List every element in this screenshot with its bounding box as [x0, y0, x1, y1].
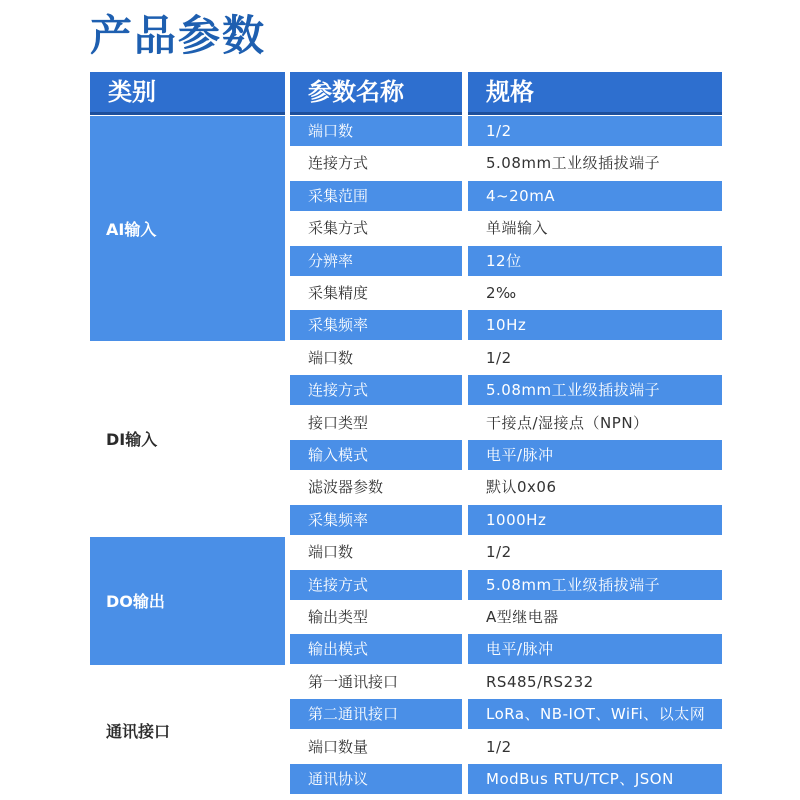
param-name-cell: 采集范围 — [290, 181, 462, 211]
param-value-cell: 1/2 — [468, 537, 722, 567]
param-name-cell: 第一通讯接口 — [290, 667, 462, 697]
param-value-cell: 2‰ — [468, 278, 722, 308]
param-name-cell: 采集精度 — [290, 278, 462, 308]
param-value-cell: 1/2 — [468, 343, 722, 373]
header-param: 参数名称 — [290, 72, 462, 112]
param-value-cell: LoRa、NB-IOT、WiFi、以太网 — [468, 699, 722, 729]
param-name-cell: 输出类型 — [290, 602, 462, 632]
param-value-cell: 10Hz — [468, 310, 722, 340]
param-value-cell: 1000Hz — [468, 505, 722, 535]
param-name-cell: 端口数量 — [290, 732, 462, 762]
param-value-cell: RS485/RS232 — [468, 667, 722, 697]
param-name-cell: 连接方式 — [290, 148, 462, 178]
param-name-cell: 采集方式 — [290, 213, 462, 243]
param-value-cell: 5.08mm工业级插拔端子 — [468, 570, 722, 600]
param-value-cell: 电平/脉冲 — [468, 440, 722, 470]
param-value-cell: 4~20mA — [468, 181, 722, 211]
param-name-cell: 连接方式 — [290, 375, 462, 405]
param-name-cell: 采集频率 — [290, 505, 462, 535]
param-value-cell: A型继电器 — [468, 602, 722, 632]
param-name-cell: 滤波器参数 — [290, 472, 462, 502]
category-cell: DI输入 — [90, 343, 285, 535]
param-value-cell: ModBus RTU/TCP、JSON — [468, 764, 722, 794]
param-name-cell: 端口数 — [290, 537, 462, 567]
param-value-cell: 单端输入 — [468, 213, 722, 243]
param-value-cell: 5.08mm工业级插拔端子 — [468, 375, 722, 405]
param-value-cell: 12位 — [468, 246, 722, 276]
param-name-cell: 端口数 — [290, 343, 462, 373]
param-name-cell: 接口类型 — [290, 408, 462, 438]
category-cell: 通讯接口 — [90, 667, 285, 795]
header-spec: 规格 — [468, 72, 722, 112]
param-name-cell: 输入模式 — [290, 440, 462, 470]
page-title: 产品参数 — [90, 11, 267, 60]
param-value-cell: 默认0x06 — [468, 472, 722, 502]
param-value-cell: 1/2 — [468, 732, 722, 762]
param-name-cell: 通讯协议 — [290, 764, 462, 794]
header-category: 类别 — [90, 72, 285, 112]
param-name-cell: 采集频率 — [290, 310, 462, 340]
param-name-cell: 连接方式 — [290, 570, 462, 600]
param-name-cell: 第二通讯接口 — [290, 699, 462, 729]
param-value-cell: 干接点/湿接点（NPN） — [468, 408, 722, 438]
param-name-cell: 输出模式 — [290, 634, 462, 664]
param-value-cell: 电平/脉冲 — [468, 634, 722, 664]
param-name-cell: 分辨率 — [290, 246, 462, 276]
category-cell: DO输出 — [90, 537, 285, 665]
param-name-cell: 端口数 — [290, 116, 462, 146]
category-cell: AI输入 — [90, 116, 285, 341]
param-value-cell: 1/2 — [468, 116, 722, 146]
param-value-cell: 5.08mm工业级插拔端子 — [468, 148, 722, 178]
